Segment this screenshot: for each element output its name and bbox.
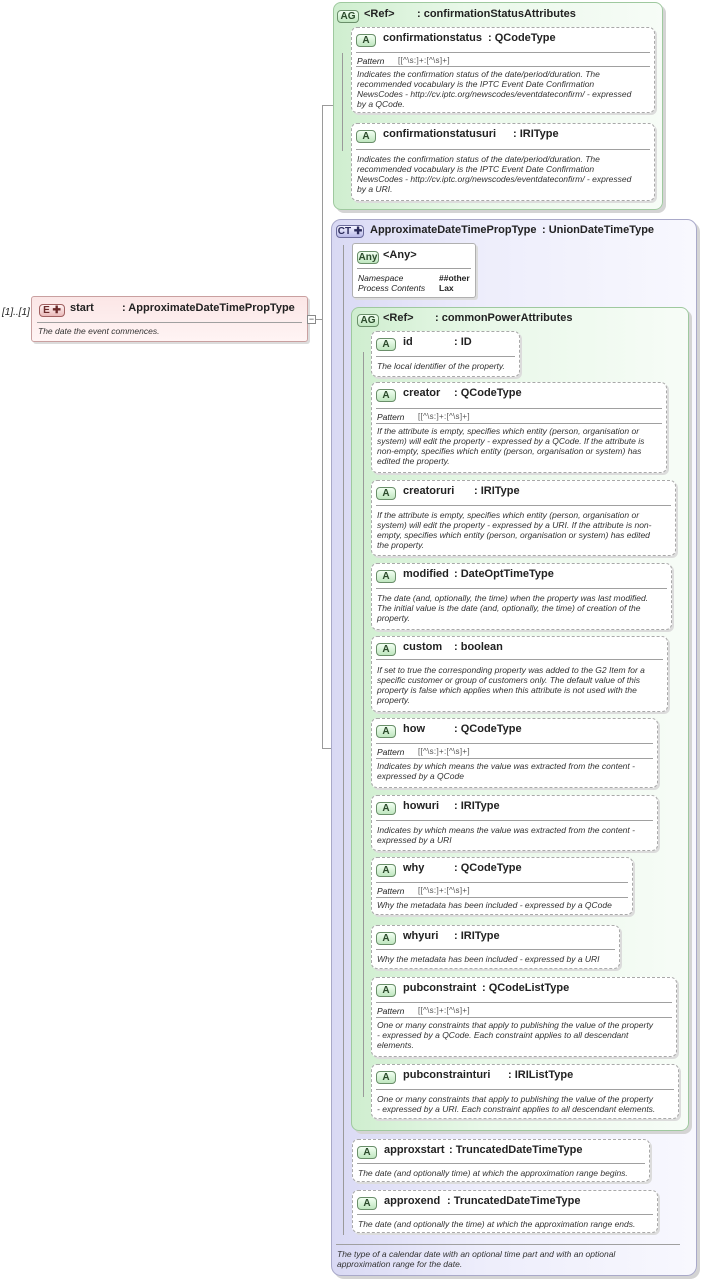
attribute-name: id	[403, 336, 413, 348]
element-start[interactable]	[31, 296, 308, 342]
attribute-description: Indicates the confirmation status of the date/period/duration. The recommended vocabulary is the IPTC Event Date Confirmation NewsCodes - http://cv.iptc.org/newscodes/eventdateconfirm/ - expressed by a URI.	[357, 154, 632, 194]
connector-trunk	[322, 105, 323, 748]
attribute-separator	[376, 897, 628, 898]
attribute-badge: A	[376, 487, 396, 500]
attribute-type: : IRIListType	[508, 1069, 574, 1081]
attribute-howuri[interactable]	[371, 795, 658, 851]
attribute-separator	[357, 1214, 653, 1215]
attribute-name: why	[403, 862, 425, 874]
wildcard-any[interactable]	[352, 243, 476, 298]
element-separator	[37, 322, 302, 323]
attribute-separator	[376, 820, 653, 821]
attribute-separator	[356, 52, 650, 53]
attribute-separator	[376, 1002, 672, 1003]
attribute-group-badge: AG	[357, 314, 379, 327]
attribute-separator	[376, 505, 671, 506]
any-name: <Any>	[383, 249, 417, 261]
attribute-modified[interactable]	[371, 563, 672, 630]
attribute-description: Indicates by which means the value was extracted from the content - expressed by a URI	[377, 825, 635, 845]
pattern-label: Pattern	[377, 747, 405, 757]
attribute-separator	[376, 1089, 674, 1090]
attribute-name: custom	[403, 641, 443, 653]
attribute-pubconstrainturi[interactable]	[371, 1064, 679, 1119]
attribute-name: creator	[403, 387, 441, 399]
attribute-confirmationstatus[interactable]	[351, 27, 655, 113]
attribute-approxend[interactable]	[352, 1190, 658, 1233]
attribute-type: : TruncatedDateTimeType	[447, 1195, 581, 1207]
attribute-description: If set to true the corresponding property was added to the G2 Item for a specific customer or group of customers only. The default value of this property is false which applies when this attribute is not used with the property.	[377, 665, 645, 705]
process-contents-value: Lax	[439, 283, 454, 293]
attribute-description: The date (and optionally time) at which the approximation range begins.	[358, 1168, 628, 1178]
group-connector	[342, 53, 343, 151]
attribute-separator	[356, 66, 650, 67]
attribute-type: : QCodeType	[454, 723, 522, 735]
attribute-type: : ID	[454, 336, 472, 348]
attribute-name: approxstart	[384, 1144, 445, 1156]
attribute-why[interactable]	[371, 857, 633, 915]
pattern-label: Pattern	[357, 56, 385, 66]
attribute-description: Why the metadata has been included - expressed by a QCode	[377, 900, 612, 910]
attribute-description: One or many constraints that apply to publishing the value of the property - expressed by a QCode. Each constraint applies to all descendant elements.	[377, 1020, 653, 1050]
attribute-description: Indicates by which means the value was extracted from the content - expressed by a QCode	[377, 761, 635, 781]
attribute-badge: A	[376, 864, 396, 877]
attribute-type: : IRIType	[474, 485, 520, 497]
attribute-badge: A	[376, 984, 396, 997]
expand-icon: ✚	[351, 226, 363, 237]
attribute-description: The date (and, optionally, the time) when the property was last modified. The initial value is the date (and, optionally, the time) of creation of the property.	[377, 593, 649, 623]
attribute-description: The date (and optionally the time) at which the approximation range ends.	[358, 1219, 636, 1229]
attribute-separator	[376, 659, 663, 660]
attribute-name: pubconstrainturi	[403, 1069, 491, 1081]
namespace-value: ##other	[439, 273, 470, 283]
complex-type-badge: CT ✚	[337, 226, 363, 237]
pattern-value: [[^\s:]+:[^\s]+]	[418, 747, 470, 756]
attribute-name: modified	[403, 568, 449, 580]
complex-type-description: The type of a calendar date with an optional time part and with an optional approximation range for the date.	[337, 1249, 616, 1269]
attribute-type: : QCodeType	[454, 387, 522, 399]
attribute-name: whyuri	[403, 930, 439, 942]
attribute-description: If the attribute is empty, specifies which entity (person, organisation or system) will edit the property - expressed by a QCode. If the attribute is non-empty, specifies which entity (person, organisation or system) has edited the property.	[377, 426, 645, 466]
ct-connector	[343, 245, 344, 1235]
any-badge: Any	[358, 252, 378, 263]
pattern-value: [[^\s:]+:[^\s]+]	[398, 56, 450, 65]
pattern-value: [[^\s:]+:[^\s]+]	[418, 1006, 470, 1015]
attribute-description: If the attribute is empty, specifies which entity (person, organisation or system) will edit the property - expressed by a URI. If the attribute is non- empty, specifies which entity (person, organisation or system) has edited the property.	[377, 510, 652, 550]
attribute-type: : IRIType	[513, 128, 559, 140]
pattern-value: [[^\s:]+:[^\s]+]	[418, 412, 470, 421]
attribute-name: howuri	[403, 800, 440, 812]
attribute-description: One or many constraints that apply to publishing the value of the property - expressed by a URI. Each constraint applies to all descendant elements.	[377, 1094, 656, 1114]
element-badge: E ✚	[39, 304, 65, 317]
attribute-badge: A	[376, 802, 396, 815]
attribute-separator	[376, 949, 615, 950]
element-type: : ApproximateDateTimePropType	[122, 302, 295, 314]
attribute-separator	[376, 758, 653, 759]
attribute-whyuri[interactable]	[371, 925, 620, 969]
process-contents-label: Process Contents	[358, 283, 426, 293]
attribute-separator	[356, 149, 650, 150]
attribute-how[interactable]	[371, 718, 658, 788]
attribute-name: confirmationstatus	[383, 32, 483, 44]
attribute-confirmationstatusuri[interactable]	[351, 123, 655, 201]
group-name: : commonPowerAttributes	[435, 312, 573, 324]
namespace-label: Namespace	[358, 273, 404, 283]
occurrence-label: [1]..[1]	[2, 307, 30, 318]
group-connector	[363, 352, 364, 1097]
attribute-type: : DateOptTimeType	[454, 568, 554, 580]
attribute-separator	[376, 408, 662, 409]
attribute-badge: A	[376, 338, 396, 351]
attribute-description: The local identifier of the property.	[377, 361, 505, 371]
group-name: : confirmationStatusAttributes	[417, 8, 576, 20]
complex-type-name: ApproximateDateTimePropType	[370, 224, 537, 236]
attribute-type: : QCodeListType	[482, 982, 570, 994]
attribute-name: creatoruri	[403, 485, 455, 497]
attribute-separator	[376, 882, 628, 883]
attribute-separator	[376, 743, 653, 744]
attribute-badge: A	[357, 1146, 377, 1159]
any-separator	[357, 268, 471, 269]
attribute-type: : QCodeType	[488, 32, 556, 44]
attribute-type: : IRIType	[454, 800, 500, 812]
group-ref: <Ref>	[383, 312, 414, 324]
attribute-id[interactable]	[371, 331, 520, 377]
complex-type-base: : UnionDateTimeType	[542, 224, 655, 236]
attribute-badge: A	[376, 1071, 396, 1084]
attribute-description: Indicates the confirmation status of the date/period/duration. The recommended vocabulary is the IPTC Event Date Confirmation NewsCodes - http://cv.iptc.org/newscodes/eventdateconfirm/ - expressed by a QCode.	[357, 69, 632, 109]
collapse-toggle-icon[interactable]: −	[308, 314, 315, 324]
attribute-type: : TruncatedDateTimeType	[449, 1144, 583, 1156]
pattern-value: [[^\s:]+:[^\s]+]	[418, 886, 470, 895]
attribute-type: : IRIType	[454, 930, 500, 942]
attribute-badge: A	[376, 725, 396, 738]
attribute-name: approxend	[384, 1195, 441, 1207]
attribute-group-badge: AG	[337, 10, 359, 23]
attribute-custom[interactable]	[371, 636, 668, 712]
attribute-badge: A	[356, 130, 376, 143]
element-name: start	[70, 302, 94, 314]
attribute-separator	[376, 1017, 672, 1018]
attribute-badge: A	[356, 34, 376, 47]
attribute-separator	[376, 588, 667, 589]
attribute-badge: A	[357, 1197, 377, 1210]
attribute-separator	[376, 356, 515, 357]
attribute-name: confirmationstatusuri	[383, 128, 497, 140]
attribute-pubconstraint[interactable]	[371, 977, 677, 1057]
expand-icon: ✚	[49, 305, 61, 316]
attribute-separator	[357, 1163, 645, 1164]
attribute-approxstart[interactable]	[352, 1139, 650, 1182]
attribute-badge: A	[376, 389, 396, 402]
attribute-badge: A	[376, 570, 396, 583]
attribute-badge: A	[376, 932, 396, 945]
element-description: The date the event commences.	[38, 326, 160, 336]
attribute-type: : QCodeType	[454, 862, 522, 874]
attribute-name: pubconstraint	[403, 982, 477, 994]
attribute-creatoruri[interactable]	[371, 480, 676, 556]
attribute-description: Why the metadata has been included - expressed by a URI	[377, 954, 600, 964]
pattern-label: Pattern	[377, 1006, 405, 1016]
group-ref: <Ref>	[364, 8, 395, 20]
complex-type-separator	[336, 1244, 680, 1245]
pattern-label: Pattern	[377, 412, 405, 422]
attribute-creator[interactable]	[371, 382, 667, 473]
pattern-label: Pattern	[377, 886, 405, 896]
attribute-separator	[376, 423, 662, 424]
attribute-name: how	[403, 723, 425, 735]
attribute-badge: A	[376, 643, 396, 656]
attribute-type: : boolean	[454, 641, 503, 653]
